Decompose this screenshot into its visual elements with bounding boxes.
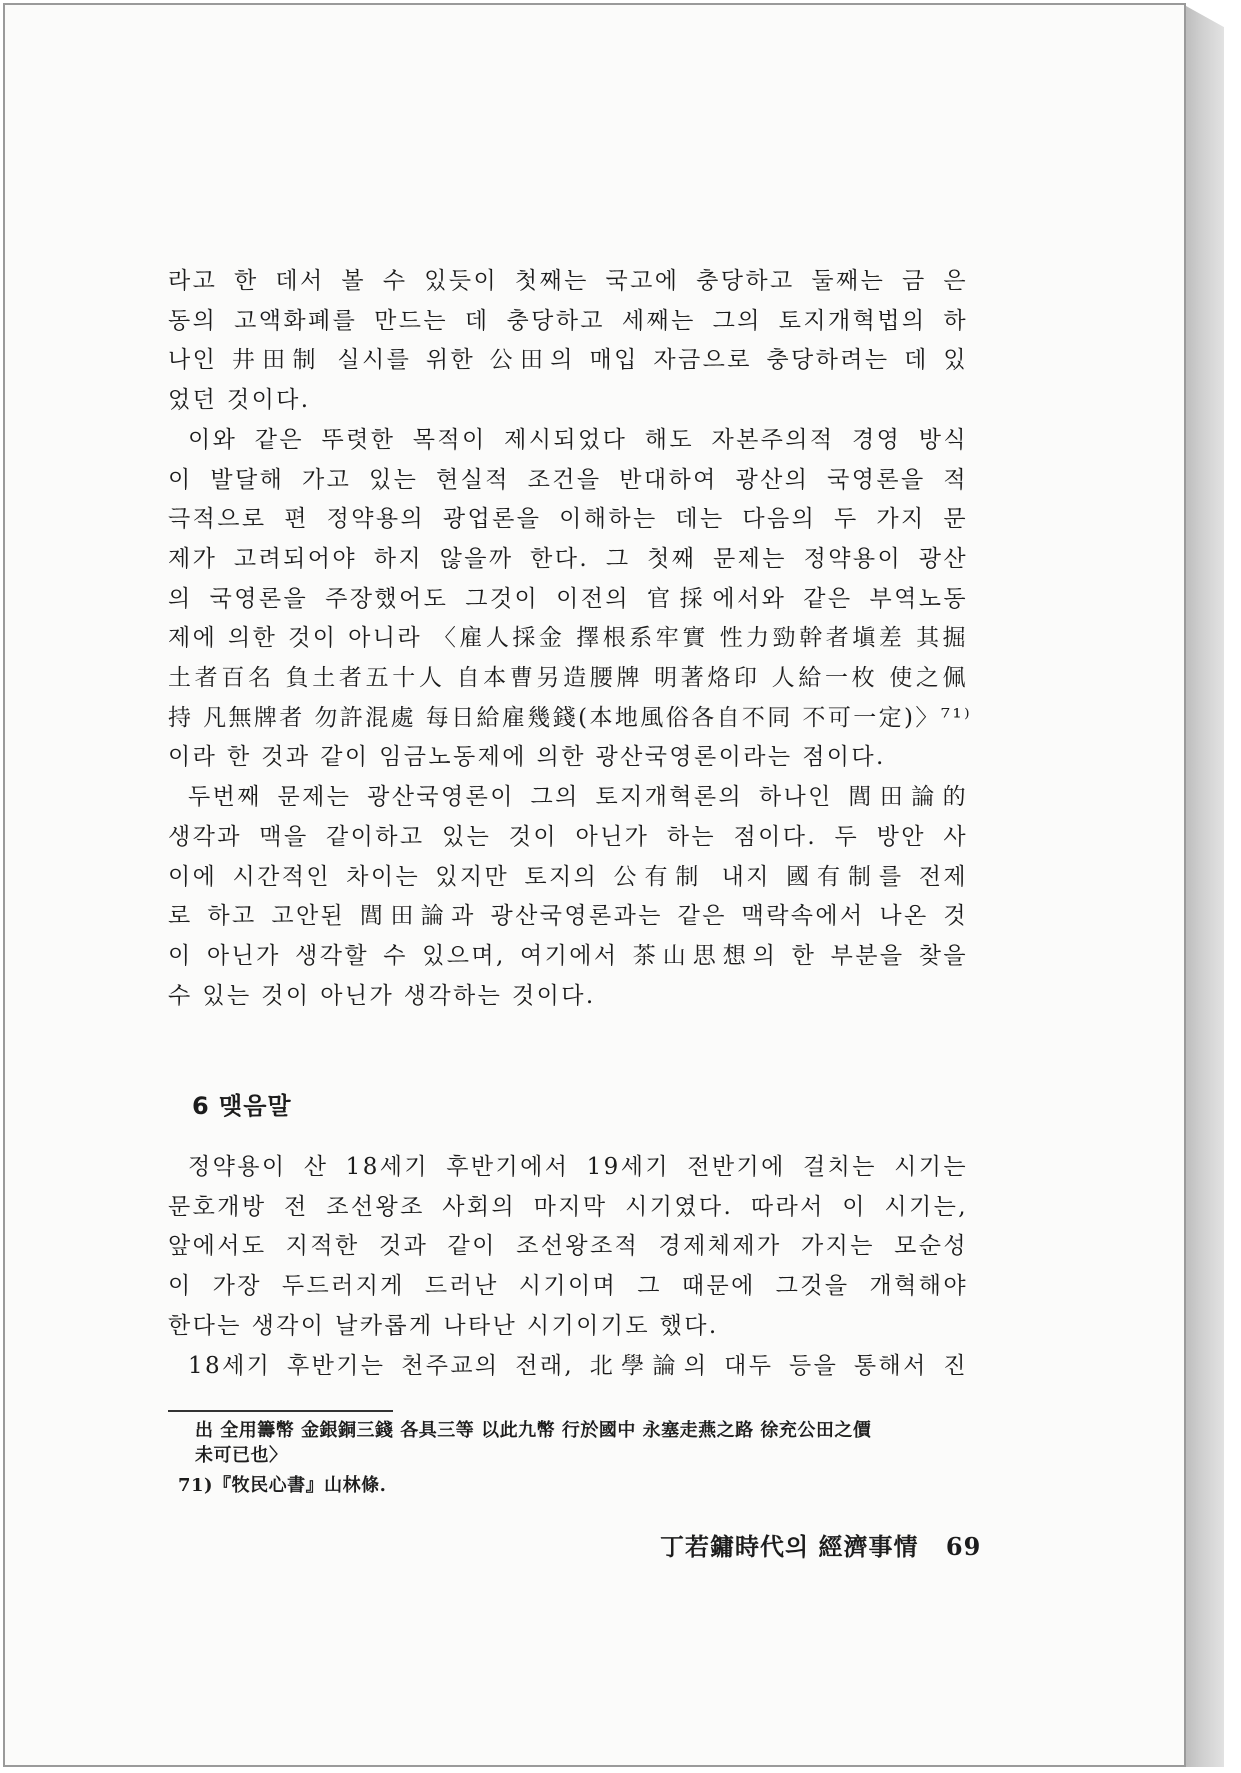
running-footer: [660, 1527, 981, 1562]
conclusion-paragraph-1: [168, 1148, 968, 1347]
body-section-2: [168, 1148, 968, 1386]
text-line: 제에 의한 것이 아니라 〈雇人採金 擇根系牢實 性力勁幹者塡差 其掘: [168, 625, 968, 652]
footnote-rule: [168, 1410, 393, 1412]
text-line: 었던 것이다.: [168, 387, 311, 414]
footnote-continuation: [195, 1418, 975, 1468]
text-line: 극적으로 편 정약용의 광업론을 이해하는 데는 다음의 두 가지 문: [168, 506, 968, 533]
text-line: 持 凡無牌者 勿許混處 每日給雇幾錢(本地風俗各自不同 不可一定)〉⁷¹⁾: [168, 704, 973, 731]
text-line: 정약용이 산 18세기 후반기에서 19세기 전반기에 걸치는 시기는: [188, 1154, 968, 1180]
text-line: 두번째 문제는 광산국영론이 그의 토지개혁론의 하나인 閭田論的: [188, 784, 968, 811]
text-line: 문호개방 전 조선왕조 사회의 마지막 시기였다. 따라서 이 시기는,: [168, 1193, 968, 1220]
page-number: 69: [945, 1532, 982, 1561]
text-line: 의 국영론을 주장했어도 그것이 이전의 官採에서와 같은 부역노동: [168, 585, 968, 612]
text-line: 이 아닌가 생각할 수 있으며, 여기에서 茶山思想의 한 부분을 찾을: [168, 942, 968, 969]
text-line: 나인 井田制 실시를 위한 公田의 매입 자금으로 충당하려는 데 있: [168, 347, 968, 374]
text-line: 한다는 생각이 날카롭게 나타난 시기이기도 했다.: [168, 1312, 719, 1339]
text-line: 18세기 후반기는 천주교의 전래, 北學論의 대두 등을 통해서 진: [188, 1352, 968, 1379]
text-line: 앞에서도 지적한 것과 같이 조선왕조적 경제체제가 가지는 모순성: [168, 1233, 968, 1260]
paragraph-2: [168, 421, 973, 778]
text-line: 이와 같은 뚜렷한 목적이 제시되었다 해도 자본주의적 경영 방식: [188, 426, 968, 453]
conclusion-paragraph-2: [168, 1347, 968, 1387]
text-line: 제가 고려되어야 하지 않을까 한다. 그 첫째 문제는 정약용이 광산: [168, 545, 968, 572]
paragraph-3: [168, 778, 968, 1016]
paragraph-1: [168, 262, 968, 421]
footnote-line: 出 全用籌幣 金銀銅三錢 各具三等 以此九幣 行於國中 永塞走燕之路 徐充公田之價: [195, 1420, 872, 1441]
text-line: 이 발달해 가고 있는 현실적 조건을 반대하여 광산의 국영론을 적: [168, 466, 968, 493]
text-line: 수 있는 것이 아닌가 생각하는 것이다.: [168, 982, 596, 1009]
text-line: 이라 한 것과 같이 임금노동제에 의한 광산국영론이라는 점이다.: [168, 744, 886, 771]
text-line: 土者百名 負土者五十人 自本曹另造腰牌 明著烙印 人給一枚 使之佩: [168, 665, 968, 692]
text-line: 로 하고 고안된 閭田論과 광산국영론과는 같은 맥락속에서 나온 것: [168, 903, 968, 930]
footnote-line: 未可已也〉: [195, 1445, 288, 1466]
body-section-1: [168, 262, 973, 1016]
text-line: 이에 시간적인 차이는 있지만 토지의 公有制 내지 國有制를 전제: [168, 863, 968, 890]
text-line: 동의 고액화폐를 만드는 데 충당하고 세째는 그의 토지개혁법의 하: [168, 307, 968, 334]
footer-title: 丁若鏞時代의 經濟事情: [660, 1532, 919, 1561]
section-heading: 6 맺음말: [192, 1092, 292, 1120]
text-line: 생각과 맥을 같이하고 있는 것이 아닌가 하는 점이다. 두 방안 사: [168, 823, 968, 850]
text-line: 이 가장 두드러지게 드러난 시기이며 그 때문에 그것을 개혁해야: [168, 1273, 968, 1300]
footnote-71: 71)『牧民心書』山林條.: [178, 1475, 387, 1496]
text-line: 라고 한 데서 볼 수 있듯이 첫째는 국고에 충당하고 둘째는 금 은: [168, 268, 968, 294]
page-edge-shadow: [1186, 6, 1224, 1767]
